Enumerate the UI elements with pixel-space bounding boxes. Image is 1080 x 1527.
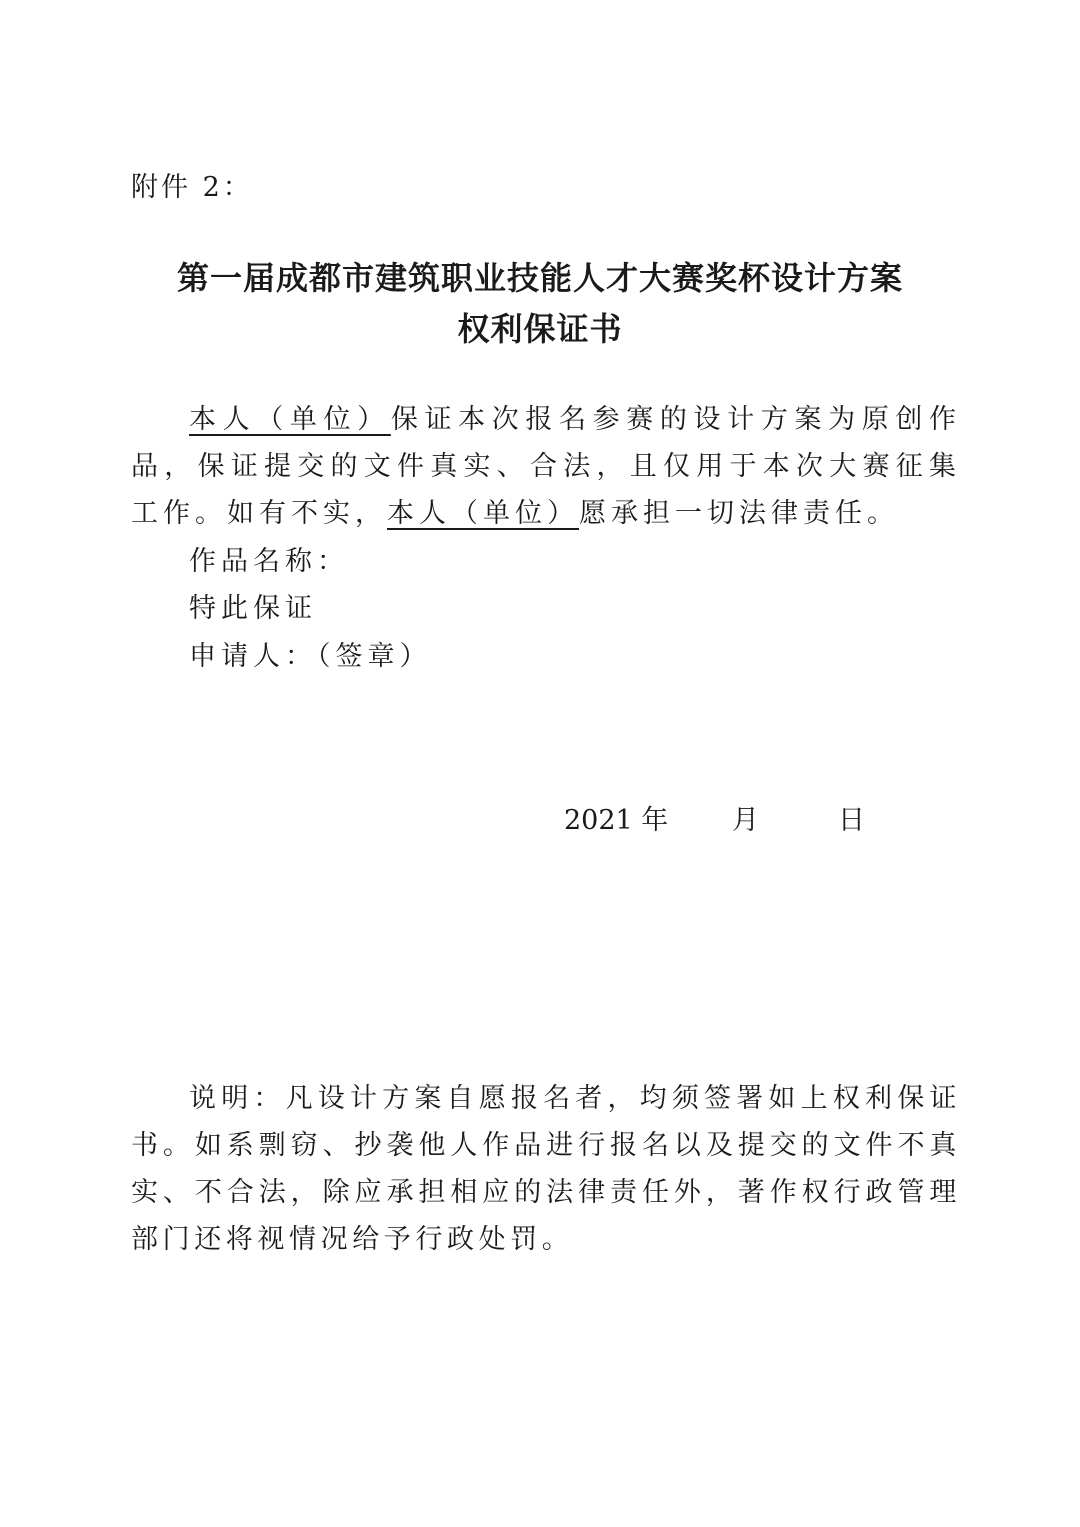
party-underlined-2: 本人（单位）: [387, 498, 579, 529]
work-name-label: 作品名称：: [189, 546, 349, 577]
date-month: 月: [732, 805, 759, 836]
document-subtitle: 权利保证书: [457, 310, 623, 348]
hereby-guarantee: 特此保证: [189, 593, 317, 624]
applicant-signature-label: 申请人：（签章）: [189, 641, 432, 672]
date-line: [564, 798, 865, 837]
note-paragraph: 说明：凡设计方案自愿报名者，均须签署如上权利保证书。如系剽窃、抄袭他人作品进行报名以及提交的文件不真实、不合法，除应承担相应的法律责任外，著作权行政管理部门还将视情况给予行政处罚。: [131, 1083, 961, 1255]
party-underlined-1: 本人（单位）: [189, 404, 391, 435]
declaration-paragraph: [131, 396, 961, 537]
date-year: 2021 年: [564, 805, 669, 836]
date-day: 日: [838, 805, 865, 836]
declaration-text-2: 愿承担一切法律责任。: [579, 498, 899, 529]
declaration-text-1: 保证本次报名参赛的设计方案为原创作品，保证提交的文件真实、合法，且仅用于本次大赛征集工作。如有不实，: [131, 404, 962, 529]
attachment-label: 附件 2：: [131, 172, 253, 203]
document-title: 第一届成都市建筑职业技能人才大赛奖杯设计方案: [176, 259, 903, 297]
